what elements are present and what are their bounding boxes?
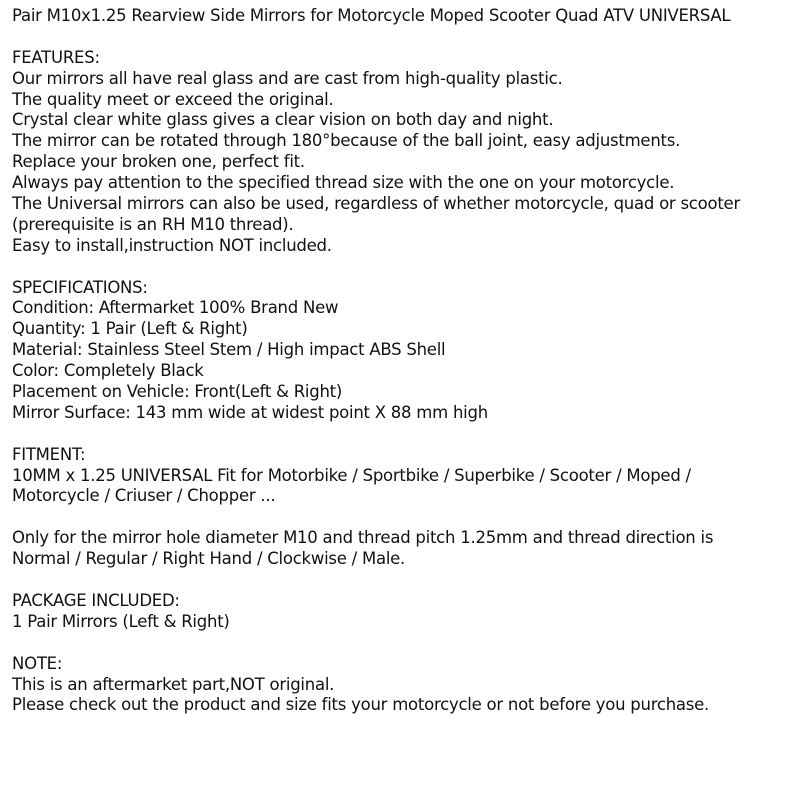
specifications-line: Placement on Vehicle: Front(Left & Right) bbox=[12, 382, 343, 402]
spacer bbox=[12, 424, 796, 445]
features-line: Always pay attention to the specified thread size with the one on your motorcycle. bbox=[12, 173, 675, 193]
spacer bbox=[12, 257, 796, 278]
specifications-line: Color: Completely Black bbox=[12, 361, 204, 381]
spacer bbox=[12, 27, 796, 48]
features-line: Easy to install,instruction NOT included. bbox=[12, 235, 332, 255]
product-description bbox=[12, 6, 796, 716]
features-line: Our mirrors all have real glass and are cast from high-quality plastic. bbox=[12, 68, 563, 88]
specifications-line: Quantity: 1 Pair (Left & Right) bbox=[12, 319, 248, 339]
note-heading: NOTE: bbox=[12, 653, 63, 673]
note-line: Please check out the product and size fits your motorcycle or not before you purchase. bbox=[12, 695, 710, 715]
features-heading: FEATURES: bbox=[12, 47, 100, 67]
features-line: The Universal mirrors can also be used, regardless of whether motorcycle, quad or scooter bbox=[12, 194, 740, 214]
features-line: Crystal clear white glass gives a clear vision on both day and night. bbox=[12, 110, 554, 130]
specifications-heading: SPECIFICATIONS: bbox=[12, 277, 148, 297]
spacer bbox=[12, 633, 796, 654]
fitment-note-line: Only for the mirror hole diameter M10 and thread pitch 1.25mm and thread direction is bbox=[12, 528, 714, 548]
fitment-note-line: Normal / Regular / Right Hand / Clockwise / Male. bbox=[12, 549, 406, 569]
features-line: (prerequisite is an RH M10 thread). bbox=[12, 214, 294, 234]
features-line: The quality meet or exceed the original. bbox=[12, 89, 334, 109]
package-line: 1 Pair Mirrors (Left & Right) bbox=[12, 611, 230, 631]
spacer bbox=[12, 507, 796, 528]
fitment-line: 10MM x 1.25 UNIVERSAL Fit for Motorbike / Sportbike / Superbike / Scooter / Moped / bbox=[12, 465, 691, 485]
product-title: Pair M10x1.25 Rearview Side Mirrors for Motorcycle Moped Scooter Quad ATV UNIVERSAL bbox=[12, 6, 731, 25]
features-line: Replace your broken one, perfect fit. bbox=[12, 152, 305, 172]
features-line: The mirror can be rotated through 180°because of the ball joint, easy adjustments. bbox=[12, 131, 681, 151]
note-line: This is an aftermarket part,NOT original. bbox=[12, 674, 335, 694]
specifications-line: Condition: Aftermarket 100% Brand New bbox=[12, 298, 339, 318]
package-heading: PACKAGE INCLUDED: bbox=[12, 590, 180, 610]
fitment-line: Motorcycle / Criuser / Chopper ... bbox=[12, 486, 276, 506]
spacer bbox=[12, 570, 796, 591]
specifications-line: Material: Stainless Steel Stem / High impact ABS Shell bbox=[12, 340, 446, 360]
specifications-line: Mirror Surface: 143 mm wide at widest point X 88 mm high bbox=[12, 402, 488, 422]
fitment-heading: FITMENT: bbox=[12, 444, 86, 464]
